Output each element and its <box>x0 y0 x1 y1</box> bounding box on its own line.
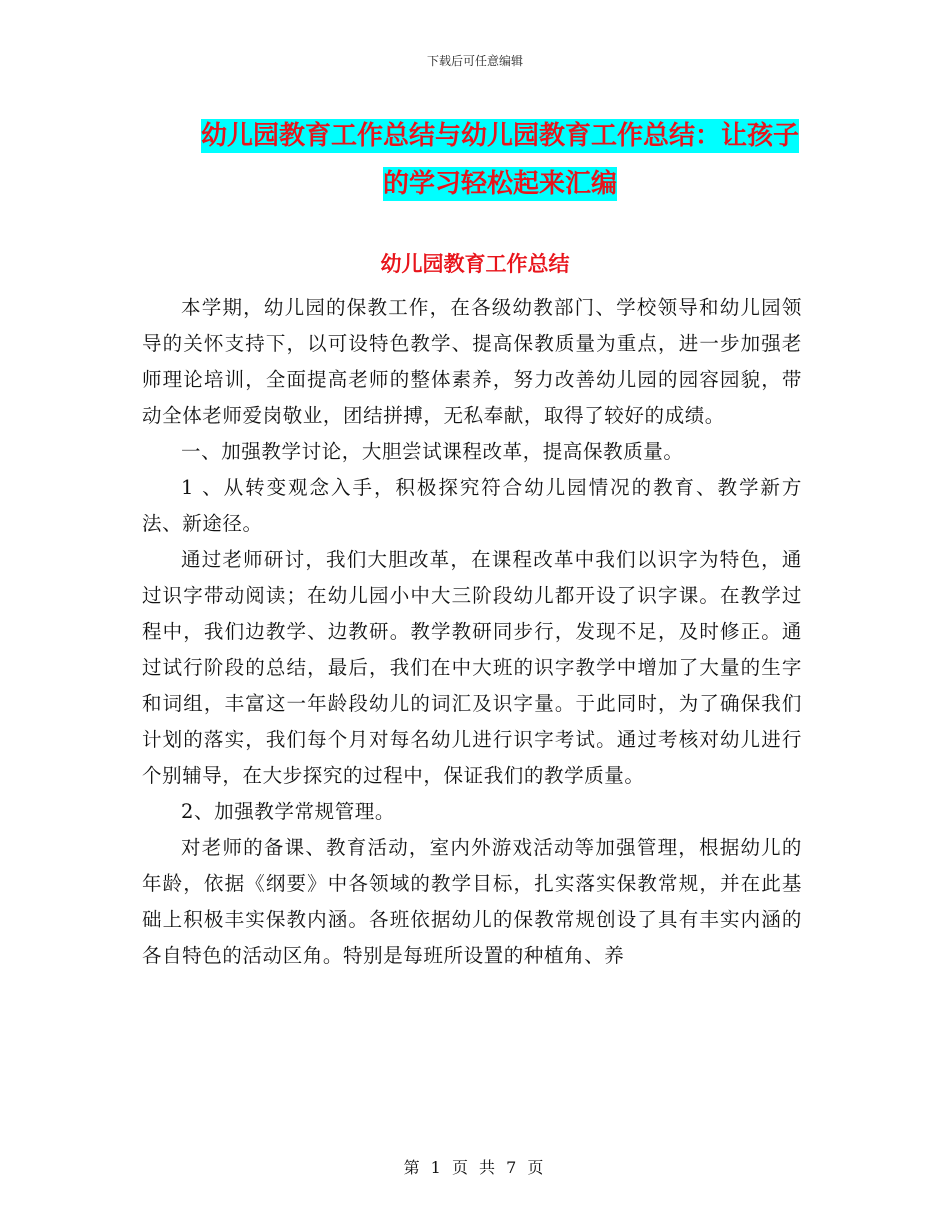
document-body <box>142 290 802 974</box>
paragraph: 2、加强教学常规管理。 <box>181 800 396 823</box>
paragraph: 对老师的备课、教育活动，室内外游戏活动等加强管理，根据幼儿的年龄，依据《纲要》中各领域的教学目标，扎实落实保教常规，并在此基础上积极丰实保教内涵。各班依据幼儿的保教常规创设了具有丰实内涵的各自特色的活动区角。特别是每班所设置的种植角、养 <box>142 836 802 967</box>
header-note: 下载后可任意编辑 <box>426 54 523 68</box>
document-title <box>190 112 810 208</box>
document-title-line-2: 的学习轻松起来汇编 <box>382 169 617 199</box>
paragraph: 一、加强教学讨论，大胆尝试课程改革，提高保教质量。 <box>181 440 684 463</box>
paragraph: 1 、从转变观念入手，积极探究符合幼儿园情况的教育、教学新方法、新途径。 <box>142 476 802 535</box>
paragraph: 通过老师研讨，我们大胆改革，在课程改革中我们以识字为特色，通过识字带动阅读；在幼儿园小中大三阶段幼儿都开设了识字课。在教学过程中，我们边教学、边教研。教学教研同步行，发现不足，及时修正。通过试行阶段的总结，最后，我们在中大班的识字教学中增加了大量的生字和词组，丰富这一年龄段幼儿的词汇及识字量。于此同时，为了确保我们计划的落实，我们每个月对每名幼儿进行识字考试。通过考核对幼儿进行个别辅导，在大步探究的过程中，保证我们的教学质量。 <box>142 548 802 787</box>
document-title-line-1: 幼儿园教育工作总结与幼儿园教育工作总结：让孩子 <box>200 121 799 151</box>
page-number: 第 1 页 共 7 页 <box>403 1158 547 1177</box>
paragraph: 本学期，幼儿园的保教工作，在各级幼教部门、学校领导和幼儿园领导的关怀支持下，以可设特色教学、提高保教质量为重点，进一步加强老师理论培训，全面提高老师的整体素养，努力改善幼儿园的园容园貌，带动全体老师爱岗敬业，团结拼搏，无私奉献，取得了较好的成绩。 <box>142 296 802 427</box>
section-title: 幼儿园教育工作总结 <box>380 252 570 276</box>
